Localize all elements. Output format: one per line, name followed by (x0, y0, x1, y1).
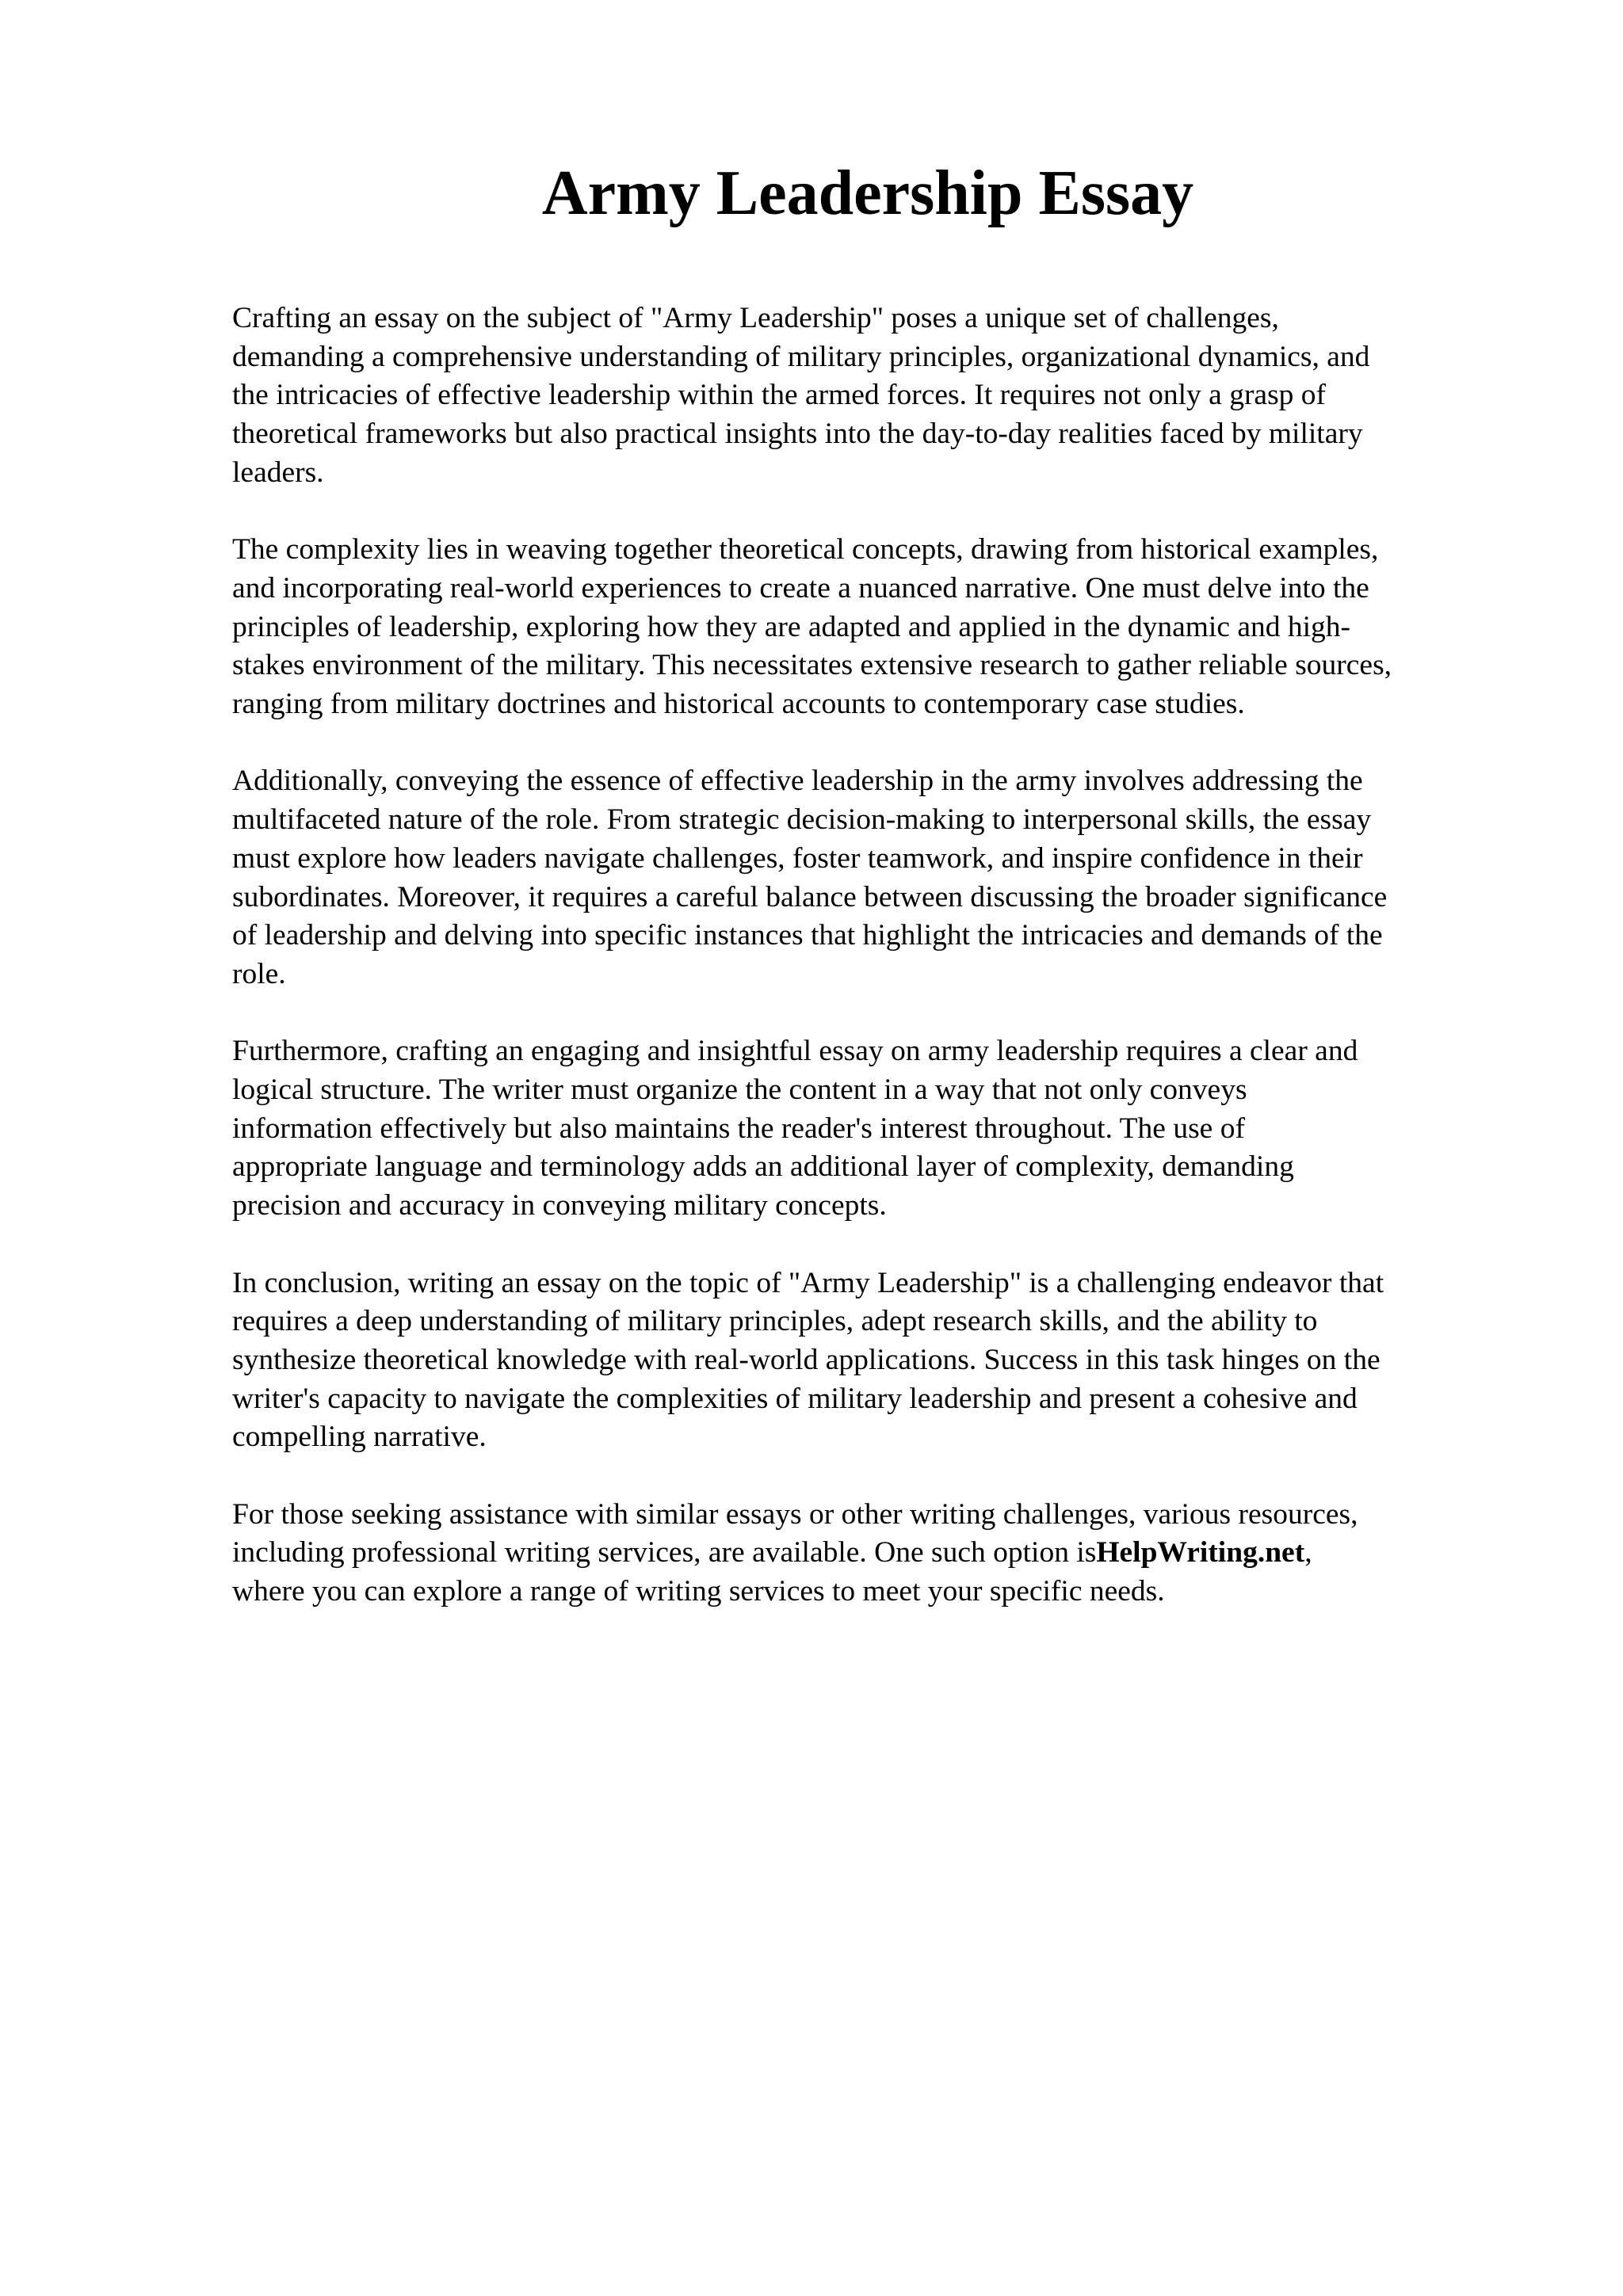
text-line: of leadership and delving into specific instances that highlight the intricacies and demands of the (232, 919, 1383, 952)
text-line: subordinates. Moreover, it requires a careful balance between discussing the broader significance (232, 880, 1388, 913)
text-line: compelling narrative. (232, 1421, 487, 1454)
closing-paragraph (232, 1496, 1532, 1611)
text-line: appropriate language and terminology adds an additional layer of complexity, demanding (232, 1150, 1294, 1184)
text-line: ranging from military doctrines and historical accounts to contemporary case studies. (232, 688, 1245, 721)
text-line: requires a deep understanding of military principles, adept research skills, and the ability to (232, 1305, 1318, 1338)
text-line: logical structure. The writer must organize the content in a way that not only conveys (232, 1074, 1247, 1107)
page-title: Army Leadership Essay (541, 158, 1194, 228)
text-segment: , (1304, 1536, 1312, 1569)
text-line: precision and accuracy in conveying military concepts. (232, 1189, 887, 1222)
text-line: Additionally, conveying the essence of effective leadership in the army involves addressing the (232, 765, 1363, 798)
paragraph-4 (232, 1032, 1532, 1226)
text-line: the intricacies of effective leadership within the armed forces. It requires not only a grasp of (232, 379, 1327, 412)
text-line: must explore how leaders navigate challenges, foster teamwork, and inspire confidence in their (232, 841, 1363, 875)
text-line: and incorporating real-world experiences to create a nuanced narrative. One must delve into the (232, 571, 1369, 605)
text-line: multifaceted nature of the role. From strategic decision-making to interpersonal skills, the essay (232, 803, 1372, 837)
text-line: leaders. (232, 456, 324, 489)
paragraph-1 (232, 299, 1532, 493)
text-line: role. (232, 957, 286, 990)
paragraph-5 (232, 1264, 1532, 1458)
essay-body (232, 299, 1532, 1650)
text-line: demanding a comprehensive understanding of military principles, organizational dynamics, and (232, 340, 1370, 373)
helpwriting-link[interactable]: HelpWriting.net (1096, 1536, 1305, 1569)
text-line-with-link (232, 1534, 1532, 1573)
text-segment: including professional writing services, are available. One such option is (232, 1536, 1097, 1569)
text-line: stakes environment of the military. This necessitates extensive research to gather reliable sources, (232, 649, 1392, 682)
text-line: synthesize theoretical knowledge with real-world applications. Success in this task hinges on the (232, 1343, 1381, 1376)
text-line: theoretical frameworks but also practical insights into the day-to-day realities faced by military (232, 418, 1363, 451)
text-line: writer's capacity to navigate the complexities of military leadership and present a cohesive and (232, 1382, 1358, 1415)
text-line: Crafting an essay on the subject of "Army Leadership" poses a unique set of challenges, (232, 302, 1279, 334)
text-line: where you can explore a range of writing services to meet your specific needs. (232, 1575, 1165, 1608)
text-line: information effectively but also maintains the reader's interest throughout. The use of (232, 1112, 1245, 1145)
text-line: principles of leadership, exploring how they are adapted and applied in the dynamic and high- (232, 610, 1351, 643)
text-line: In conclusion, writing an essay on the topic of "Army Leadership" is a challenging endeavor that (232, 1266, 1384, 1299)
text-line: For those seeking assistance with similar essays or other writing challenges, various resources, (232, 1497, 1358, 1531)
text-line: Furthermore, crafting an engaging and insightful essay on army leadership requires a clear and (232, 1035, 1358, 1068)
paragraph-3 (232, 762, 1532, 994)
text-line: The complexity lies in weaving together theoretical concepts, drawing from historical examples, (232, 533, 1379, 566)
paragraph-2 (232, 531, 1532, 724)
